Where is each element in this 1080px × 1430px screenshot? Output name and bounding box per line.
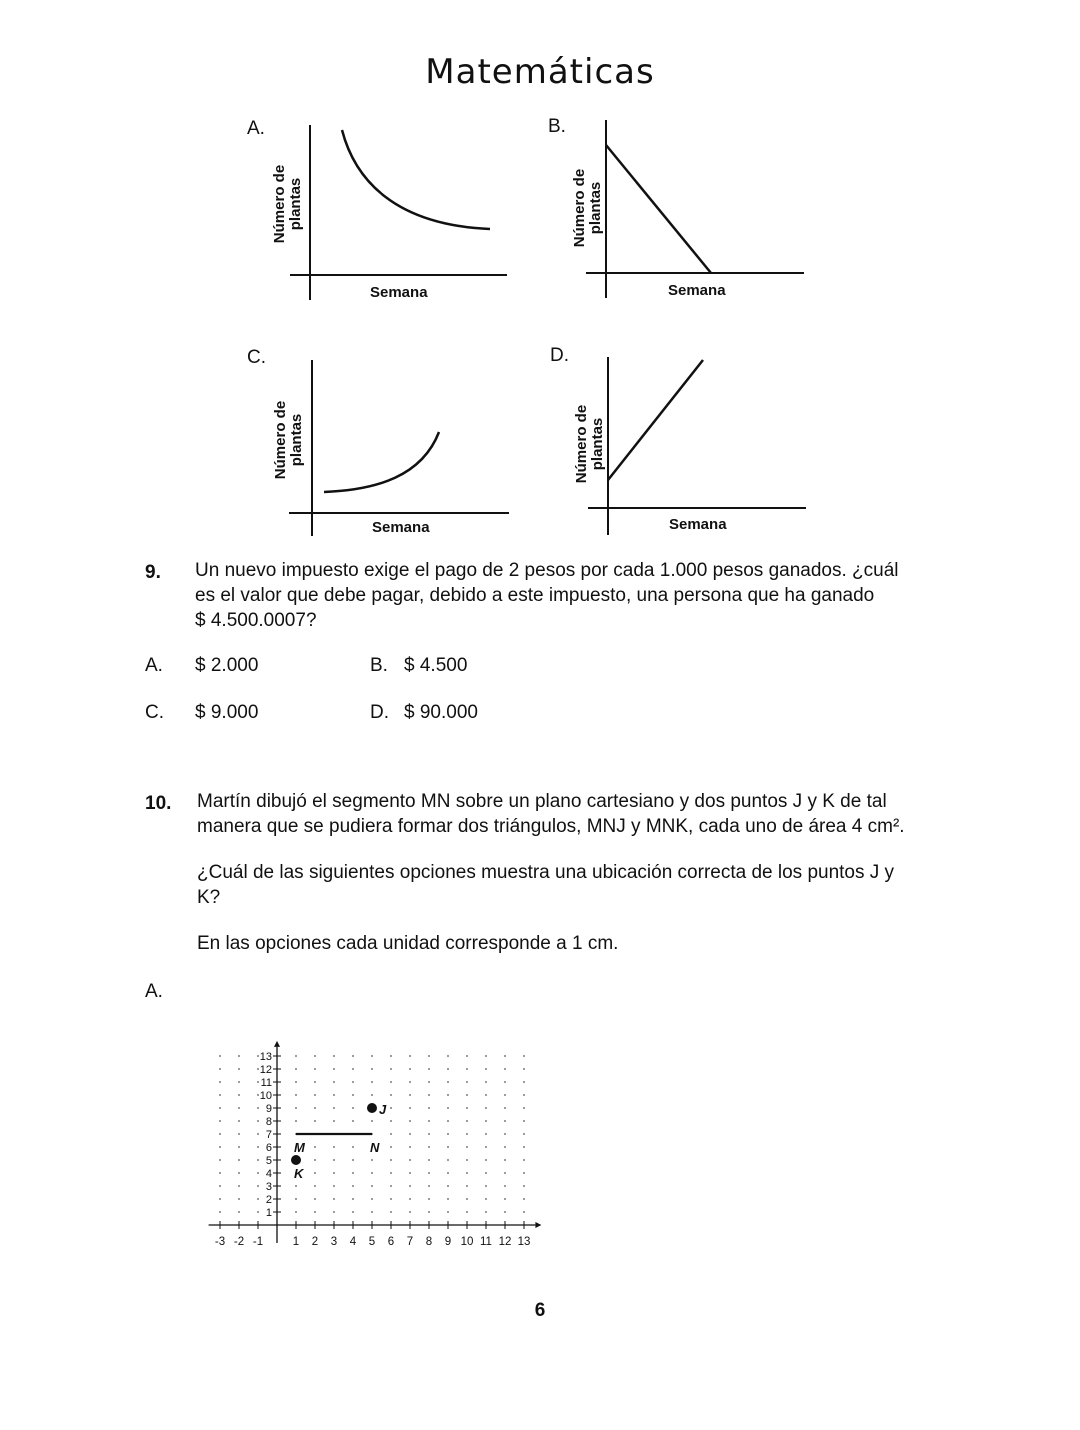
grid-dot	[390, 1094, 392, 1096]
grid-dot	[447, 1159, 449, 1161]
graph-d-line	[608, 360, 703, 480]
grid-dot	[523, 1159, 525, 1161]
grid-dot	[504, 1185, 506, 1187]
grid-dot	[333, 1211, 335, 1213]
grid-dot	[504, 1146, 506, 1148]
grid-dot	[390, 1146, 392, 1148]
grid-dot	[257, 1094, 259, 1096]
grid-dot	[428, 1185, 430, 1187]
grid-dot	[409, 1146, 411, 1148]
grid-dot	[485, 1120, 487, 1122]
grid-dot	[295, 1081, 297, 1083]
question-9-number: 9.	[145, 562, 161, 583]
page-number: 6	[534, 1300, 546, 1321]
grid-dot	[219, 1185, 221, 1187]
grid-dot	[219, 1068, 221, 1070]
grid-dot	[485, 1081, 487, 1083]
grid-dot	[447, 1133, 449, 1135]
graph-d-xlabel: Semana	[669, 516, 727, 533]
grid-dot	[314, 1211, 316, 1213]
grid-dot	[333, 1081, 335, 1083]
graph-c-xlabel: Semana	[372, 519, 430, 536]
question-9-text: Un nuevo impuesto exige el pago de 2 pesos por cada 1.000 pesos ganados. ¿cuál es el valor que debe pagar, debido a este impuesto, una persona que ha ganado $ 4.500.0007?	[195, 560, 899, 631]
grid-dot	[352, 1094, 354, 1096]
grid-dot	[390, 1081, 392, 1083]
y-tick-label: 8	[265, 1116, 272, 1128]
x-tick-label: 11	[480, 1236, 492, 1248]
grid-dot	[371, 1185, 373, 1187]
grid-dot	[428, 1094, 430, 1096]
grid-dot	[409, 1185, 411, 1187]
x-axis-arrow	[535, 1222, 541, 1228]
grid-dot	[371, 1081, 373, 1083]
grid-dot	[219, 1120, 221, 1122]
grid-dot	[428, 1107, 430, 1109]
graph-c	[287, 358, 515, 540]
y-tick-label: 6	[265, 1142, 272, 1154]
grid-dot	[295, 1120, 297, 1122]
grid-dot	[314, 1068, 316, 1070]
point-j	[367, 1103, 377, 1113]
graph-a-xlabel: Semana	[370, 284, 428, 301]
grid-dot	[447, 1081, 449, 1083]
point-k	[291, 1155, 301, 1165]
x-tick-label: 12	[498, 1236, 512, 1248]
grid-dot	[504, 1211, 506, 1213]
grid-dot	[485, 1159, 487, 1161]
y-tick-label: 2	[265, 1194, 272, 1206]
grid-dot	[428, 1068, 430, 1070]
x-tick-label: 4	[349, 1236, 357, 1248]
grid-dot	[466, 1185, 468, 1187]
grid-dot	[314, 1081, 316, 1083]
x-tick-label: 7	[406, 1236, 414, 1248]
grid-dot	[257, 1211, 259, 1213]
graph-a-ylabel: Número de plantas	[271, 164, 304, 244]
graph-c-curve	[324, 432, 439, 492]
grid-dot	[352, 1068, 354, 1070]
y-tick-label: 10	[259, 1090, 272, 1102]
grid-dot	[371, 1055, 373, 1057]
grid-dot	[466, 1107, 468, 1109]
grid-dot	[409, 1211, 411, 1213]
graph-d	[586, 355, 811, 540]
x-tick-label: 13	[517, 1236, 531, 1248]
grid-dot	[428, 1120, 430, 1122]
grid-dot	[295, 1211, 297, 1213]
grid-dot	[390, 1211, 392, 1213]
grid-dot	[352, 1055, 354, 1057]
grid-dot	[409, 1133, 411, 1135]
y-tick-label: 5	[265, 1155, 272, 1167]
grid-dot	[466, 1211, 468, 1213]
grid-dot	[428, 1159, 430, 1161]
grid-dot	[219, 1055, 221, 1057]
q9-option-a-letter: A.	[145, 655, 163, 676]
grid-dot	[371, 1172, 373, 1174]
x-tick-label: 6	[387, 1236, 395, 1248]
grid-dot	[504, 1198, 506, 1200]
grid-dot	[485, 1185, 487, 1187]
grid-dot	[219, 1081, 221, 1083]
grid-dot	[409, 1055, 411, 1057]
grid-dot	[257, 1133, 259, 1135]
grid-dot	[504, 1068, 506, 1070]
grid-dot	[409, 1094, 411, 1096]
graph-c-letter: C.	[247, 347, 266, 368]
grid-dot	[238, 1211, 240, 1213]
grid-dot	[295, 1094, 297, 1096]
q9-option-b-value[interactable]: $ 4.500	[404, 655, 468, 676]
grid-dot	[390, 1068, 392, 1070]
grid-dot	[390, 1185, 392, 1187]
graph-b-letter: B.	[548, 116, 566, 137]
grid-dot	[257, 1172, 259, 1174]
y-tick-label: 11	[260, 1077, 272, 1089]
grid-dot	[447, 1107, 449, 1109]
y-axis-arrow	[274, 1041, 280, 1047]
grid-dot	[257, 1068, 259, 1070]
graph-b-line	[606, 145, 711, 273]
grid-dot	[333, 1120, 335, 1122]
grid-dot	[314, 1172, 316, 1174]
grid-dot	[466, 1068, 468, 1070]
grid-dot	[447, 1094, 449, 1096]
grid-dot	[504, 1172, 506, 1174]
grid-dot	[523, 1094, 525, 1096]
grid-dot	[371, 1068, 373, 1070]
grid-dot	[371, 1198, 373, 1200]
q9-option-c-letter: C.	[145, 702, 164, 723]
grid-dot	[409, 1107, 411, 1109]
grid-dot	[257, 1107, 259, 1109]
grid-dot	[428, 1172, 430, 1174]
grid-dot	[504, 1094, 506, 1096]
grid-dot	[390, 1055, 392, 1057]
grid-dot	[523, 1211, 525, 1213]
graph-d-letter: D.	[550, 345, 569, 366]
grid-dot	[447, 1068, 449, 1070]
grid-dot	[390, 1107, 392, 1109]
y-tick-label: 9	[265, 1103, 272, 1115]
grid-dot	[409, 1120, 411, 1122]
grid-dot	[523, 1055, 525, 1057]
grid-dot	[333, 1107, 335, 1109]
grid-dot	[466, 1094, 468, 1096]
grid-dot	[371, 1159, 373, 1161]
q9-option-d-value[interactable]: $ 90.000	[404, 702, 478, 723]
grid-dot	[447, 1211, 449, 1213]
grid-dot	[523, 1185, 525, 1187]
grid-dot	[238, 1198, 240, 1200]
grid-dot	[504, 1133, 506, 1135]
grid-dot	[257, 1081, 259, 1083]
grid-dot	[238, 1055, 240, 1057]
grid-dot	[219, 1198, 221, 1200]
grid-dot	[219, 1146, 221, 1148]
grid-dot	[333, 1055, 335, 1057]
point-n-label: N	[370, 1140, 380, 1155]
grid-dot	[333, 1159, 335, 1161]
graph-a-letter: A.	[247, 118, 265, 139]
grid-dot	[428, 1081, 430, 1083]
grid-dot	[428, 1055, 430, 1057]
grid-dot	[352, 1159, 354, 1161]
grid-dot	[295, 1055, 297, 1057]
point-m-label: M	[294, 1140, 305, 1155]
x-tick-label: -3	[214, 1236, 226, 1248]
x-tick-label: -2	[233, 1236, 245, 1248]
grid-dot	[238, 1094, 240, 1096]
x-tick-label: -1	[252, 1236, 264, 1248]
grid-dot	[238, 1159, 240, 1161]
grid-dot	[352, 1081, 354, 1083]
question-10-paragraph-1: Martín dibujó el segmento MN sobre un plano cartesiano y dos puntos J y K de tal manera que se pudiera formar dos triángulos, MNJ y MNK, cada uno de área 4 cm².	[197, 791, 905, 837]
grid-dot	[466, 1133, 468, 1135]
x-tick-label: 2	[311, 1236, 319, 1248]
grid-dot	[219, 1172, 221, 1174]
grid-dot	[219, 1133, 221, 1135]
grid-dot	[314, 1159, 316, 1161]
grid-dot	[333, 1146, 335, 1148]
grid-dot	[466, 1172, 468, 1174]
grid-dot	[409, 1159, 411, 1161]
question-10-number: 10.	[145, 793, 172, 814]
grid-dot	[219, 1094, 221, 1096]
q10-option-a-letter: A.	[145, 981, 163, 1002]
y-tick-label: 3	[265, 1181, 272, 1193]
grid-dot	[523, 1081, 525, 1083]
graph-d-ylabel: Número de plantas	[573, 404, 606, 484]
grid-dot	[485, 1055, 487, 1057]
x-tick-label: 5	[368, 1236, 376, 1248]
grid-dot	[314, 1055, 316, 1057]
grid-dot	[238, 1081, 240, 1083]
grid-dot	[238, 1146, 240, 1148]
page-title: Matemáticas	[425, 52, 655, 92]
grid-dot	[409, 1172, 411, 1174]
cartesian-plane	[195, 1022, 555, 1262]
grid-dot	[257, 1146, 259, 1148]
grid-dot	[447, 1120, 449, 1122]
grid-dot	[314, 1120, 316, 1122]
grid-dot	[523, 1146, 525, 1148]
x-tick-label: 10	[460, 1236, 474, 1248]
grid-dot	[390, 1159, 392, 1161]
grid-dot	[466, 1159, 468, 1161]
grid-dot	[390, 1198, 392, 1200]
x-tick-label: 9	[444, 1236, 452, 1248]
y-tick-label: 12	[259, 1064, 272, 1076]
grid-dot	[447, 1198, 449, 1200]
point-j-label: J	[379, 1102, 387, 1117]
grid-dot	[466, 1120, 468, 1122]
grid-dot	[352, 1185, 354, 1187]
grid-dot	[447, 1172, 449, 1174]
y-tick-label: 13	[259, 1051, 272, 1063]
grid-dot	[466, 1081, 468, 1083]
grid-dot	[409, 1068, 411, 1070]
grid-dot	[352, 1120, 354, 1122]
grid-dot	[314, 1146, 316, 1148]
graph-b	[584, 118, 809, 303]
grid-dot	[295, 1107, 297, 1109]
grid-dot	[371, 1094, 373, 1096]
grid-dot	[314, 1094, 316, 1096]
grid-dot	[428, 1198, 430, 1200]
grid-dot	[238, 1133, 240, 1135]
grid-dot	[238, 1120, 240, 1122]
grid-dot	[485, 1198, 487, 1200]
grid-dot	[371, 1120, 373, 1122]
question-10-paragraph-2: ¿Cuál de las siguientes opciones muestra una ubicación correcta de los puntos J y K?	[197, 862, 895, 908]
graph-b-ylabel: Número de plantas	[571, 168, 604, 248]
grid-dot	[314, 1198, 316, 1200]
q9-option-c-value[interactable]: $ 9.000	[195, 702, 259, 723]
grid-dot	[523, 1133, 525, 1135]
grid-dot	[314, 1107, 316, 1109]
grid-dot	[485, 1146, 487, 1148]
grid-dot	[257, 1055, 259, 1057]
q9-option-b-letter: B.	[370, 655, 388, 676]
grid-dot	[238, 1185, 240, 1187]
grid-dot	[504, 1159, 506, 1161]
grid-dot	[295, 1185, 297, 1187]
q9-option-a-value[interactable]: $ 2.000	[195, 655, 259, 676]
grid-dot	[257, 1185, 259, 1187]
graph-a-curve	[342, 130, 490, 229]
grid-dot	[238, 1172, 240, 1174]
question-10-paragraph-3: En las opciones cada unidad corresponde a 1 cm.	[197, 933, 619, 954]
grid-dot	[352, 1198, 354, 1200]
grid-dot	[333, 1068, 335, 1070]
grid-dot	[333, 1094, 335, 1096]
grid-dot	[504, 1120, 506, 1122]
grid-dot	[390, 1172, 392, 1174]
grid-dot	[333, 1185, 335, 1187]
grid-dot	[466, 1146, 468, 1148]
grid-dot	[238, 1068, 240, 1070]
grid-dot	[352, 1107, 354, 1109]
grid-dot	[333, 1172, 335, 1174]
grid-dot	[333, 1198, 335, 1200]
grid-dot	[447, 1146, 449, 1148]
grid-dot	[466, 1198, 468, 1200]
grid-dot	[485, 1211, 487, 1213]
grid-dot	[504, 1107, 506, 1109]
grid-dot	[447, 1055, 449, 1057]
grid-dot	[409, 1081, 411, 1083]
q9-option-d-letter: D.	[370, 702, 389, 723]
grid-dot	[428, 1133, 430, 1135]
graph-a	[285, 120, 515, 305]
grid-dot	[257, 1120, 259, 1122]
grid-dot	[257, 1159, 259, 1161]
y-tick-label: 1	[265, 1207, 272, 1219]
grid-dot	[390, 1120, 392, 1122]
graph-b-xlabel: Semana	[668, 282, 726, 299]
grid-dot	[314, 1185, 316, 1187]
grid-dot	[428, 1146, 430, 1148]
grid-dot	[409, 1198, 411, 1200]
grid-dot	[352, 1211, 354, 1213]
y-tick-label: 7	[265, 1129, 272, 1141]
point-k-label: K	[294, 1166, 304, 1181]
grid-dot	[371, 1211, 373, 1213]
grid-dot	[238, 1107, 240, 1109]
y-tick-label: 4	[265, 1168, 272, 1180]
grid-dot	[390, 1133, 392, 1135]
grid-dot	[485, 1133, 487, 1135]
grid-dot	[466, 1055, 468, 1057]
graph-c-ylabel: Número de plantas	[272, 400, 305, 480]
grid-dot	[485, 1094, 487, 1096]
grid-dot	[352, 1146, 354, 1148]
grid-dot	[428, 1211, 430, 1213]
grid-dot	[485, 1107, 487, 1109]
x-tick-label: 3	[330, 1236, 338, 1248]
grid-dot	[257, 1198, 259, 1200]
grid-dot	[523, 1172, 525, 1174]
x-tick-label: 8	[425, 1236, 433, 1248]
grid-dot	[219, 1159, 221, 1161]
grid-dot	[295, 1068, 297, 1070]
grid-dot	[352, 1172, 354, 1174]
x-tick-label: 1	[292, 1236, 300, 1248]
grid-dot	[523, 1068, 525, 1070]
grid-dot	[504, 1055, 506, 1057]
grid-dot	[447, 1185, 449, 1187]
grid-dot	[523, 1198, 525, 1200]
grid-dot	[504, 1081, 506, 1083]
grid-dot	[523, 1120, 525, 1122]
grid-dot	[523, 1107, 525, 1109]
grid-dot	[295, 1198, 297, 1200]
grid-dot	[219, 1211, 221, 1213]
grid-dot	[219, 1107, 221, 1109]
grid-dot	[485, 1172, 487, 1174]
grid-dot	[485, 1068, 487, 1070]
